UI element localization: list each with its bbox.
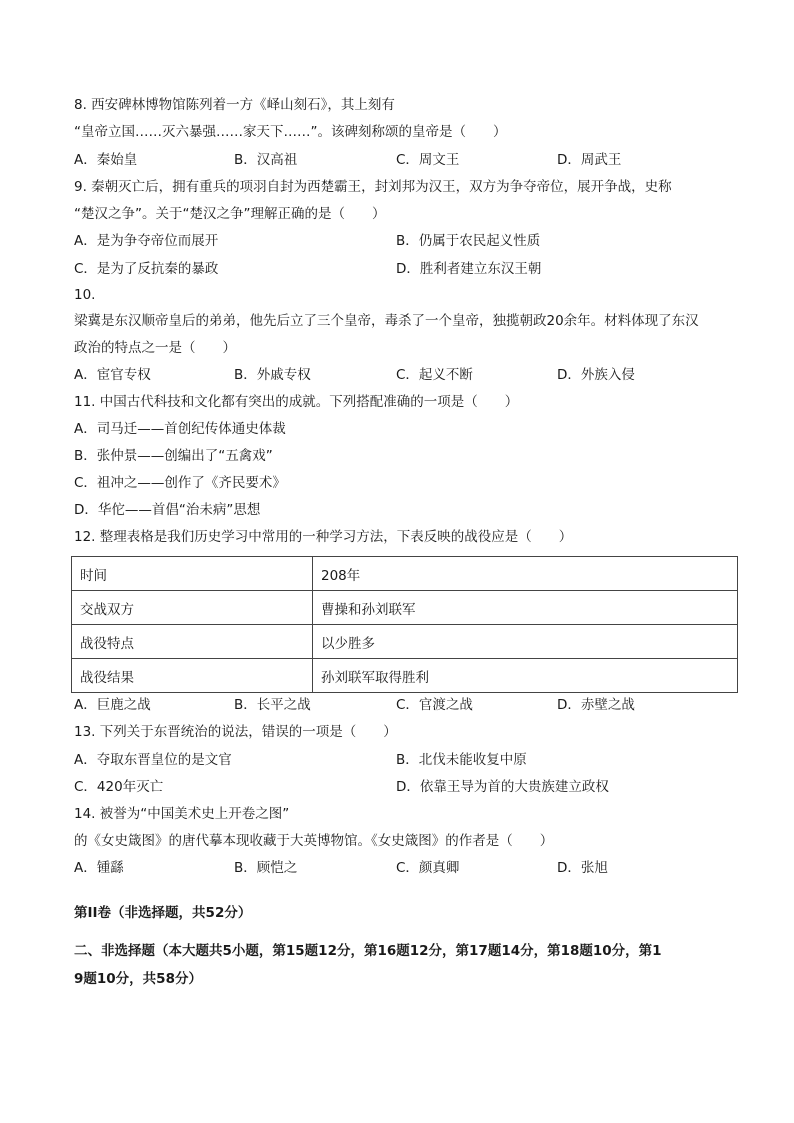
q12-option-a: A．巨鹿之战: [74, 697, 151, 713]
q8-option-a: A．秦始皇: [74, 152, 138, 168]
table-row: [72, 625, 738, 659]
table-row: [72, 591, 738, 625]
q10-option-b: B．外戚专权: [234, 367, 311, 383]
q10-stem-line2: 政治的特点之一是（ ）: [74, 340, 236, 356]
q10-option-a: A．宦官专权: [74, 367, 151, 383]
q8-option-d: D．周武王: [557, 152, 622, 168]
q9-option-a: A．是为争夺帝位而展开: [74, 233, 219, 249]
q11-option-b: B．张仲景——创编出了“五禽戏”: [74, 448, 273, 464]
table-cell-key: 时间: [72, 557, 313, 591]
q10-option-d: D．外族入侵: [557, 367, 635, 383]
section-heading-line1: 二、非选择题（本大题共5小题，第15题12分，第16题12分，第17题14分，第18题10分，第1: [74, 943, 662, 959]
table-row: [72, 659, 738, 693]
q8-stem-line2: “皇帝立国……灭六暴强……家天下……”。该碑刻称颂的皇帝是（ ）: [74, 124, 507, 140]
table-cell-key: 交战双方: [72, 591, 313, 625]
q14-stem-line1: 14. 被誉为“中国美术史上开卷之图”: [74, 806, 290, 822]
q13-option-c: C．420年灭亡: [74, 779, 164, 795]
q8-stem-line1: 8. 西安碑林博物馆陈列着一方《峄山刻石》，其上刻有: [74, 97, 395, 113]
q9-option-d: D．胜利者建立东汉王朝: [396, 261, 542, 277]
q13-option-a: A．夺取东晋皇位的是文官: [74, 752, 232, 768]
q9-option-b: B．仍属于农民起义性质: [396, 233, 541, 249]
q10-number: 10.: [74, 287, 96, 303]
q14-option-b: B．顾恺之: [234, 860, 298, 876]
table-cell-value: 208年: [313, 557, 738, 591]
section-title: 第II卷（非选择题，共52分）: [74, 905, 252, 921]
table-cell-value: 以少胜多: [313, 625, 738, 659]
q10-option-c: C．起义不断: [396, 367, 473, 383]
q11-stem: 11. 中国古代科技和文化都有突出的成就。下列搭配准确的一项是（ ）: [74, 394, 519, 410]
q8-option-b: B．汉高祖: [234, 152, 298, 168]
table-cell-value: 曹操和孙刘联军: [313, 591, 738, 625]
q12-option-d: D．赤壁之战: [557, 697, 635, 713]
q13-stem: 13. 下列关于东晋统治的说法，错误的一项是（ ）: [74, 724, 397, 740]
q8-option-c: C．周文王: [396, 152, 460, 168]
q10-stem-line1: 梁冀是东汉顺帝皇后的弟弟，他先后立了三个皇帝，毒杀了一个皇帝，独揽朝政20余年。材料体现了东汉: [74, 313, 699, 329]
q11-option-c: C．祖冲之——创作了《齐民要术》: [74, 475, 286, 491]
table-cell-key: 战役特点: [72, 625, 313, 659]
table-cell-value: 孙刘联军取得胜利: [313, 659, 738, 693]
q12-stem: 12. 整理表格是我们历史学习中常用的一种学习方法，下表反映的战役应是（ ）: [74, 529, 573, 545]
q13-option-d: D．依靠王导为首的大贵族建立政权: [396, 779, 609, 795]
q14-option-a: A．锺繇: [74, 860, 124, 876]
table-cell-key: 战役结果: [72, 659, 313, 693]
q11-option-a: A．司马迁——首创纪传体通史体裁: [74, 421, 286, 437]
q11-option-d: D．华佗——首倡“治未病”思想: [74, 502, 261, 518]
q14-option-d: D．张旭: [557, 860, 608, 876]
section-heading-line2: 9题10分，共58分）: [74, 971, 202, 987]
q12-option-b: B．长平之战: [234, 697, 311, 713]
battle-info-table: [71, 556, 738, 693]
q9-stem-line2: “楚汉之争”。关于“楚汉之争”理解正确的是（ ）: [74, 206, 386, 222]
table-row: [72, 557, 738, 591]
q13-option-b: B．北伐未能收复中原: [396, 752, 527, 768]
q14-stem-line2: 的《女史箴图》的唐代摹本现收藏于大英博物馆。《女史箴图》的作者是（ ）: [74, 833, 554, 849]
q12-option-c: C．官渡之战: [396, 697, 473, 713]
q9-stem-line1: 9. 秦朝灭亡后，拥有重兵的项羽自封为西楚霸王，封刘邦为汉王，双方为争夺帝位，展开争战，史称: [74, 179, 672, 195]
q9-option-c: C．是为了反抗秦的暴政: [74, 261, 219, 277]
q14-option-c: C．颜真卿: [396, 860, 460, 876]
